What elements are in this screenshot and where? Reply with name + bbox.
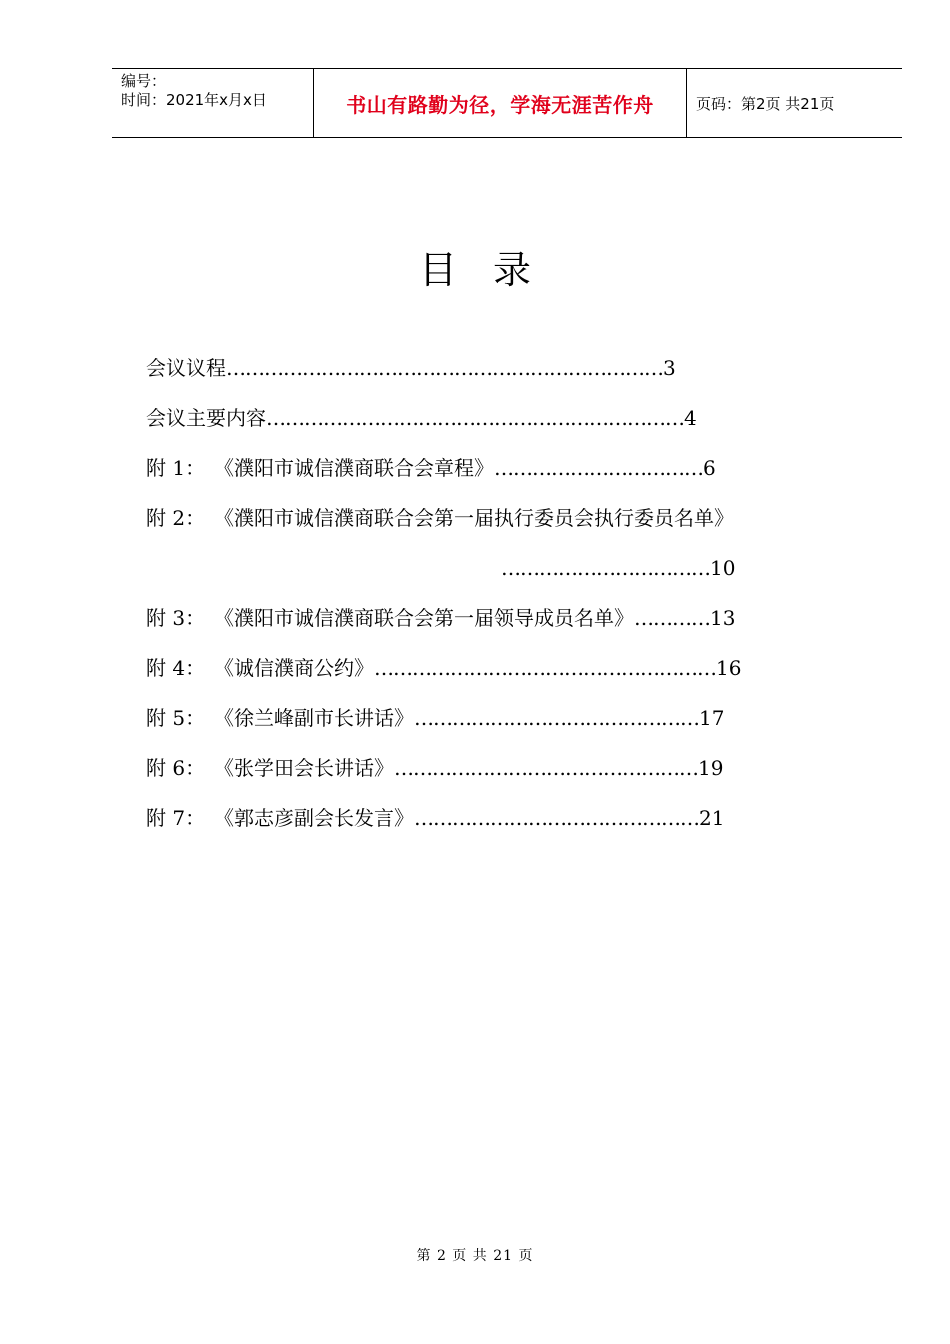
header-page-cell (687, 69, 902, 137)
toc-leader-dots: ………………………………………………………… (266, 406, 684, 430)
toc-entry[interactable] (146, 400, 786, 450)
toc-page-number: 4 (684, 406, 697, 430)
toc-page-number: 19 (698, 756, 724, 780)
toc-page-number: 10 (710, 556, 736, 580)
toc-entry-number: 附 7： (146, 806, 206, 830)
toc-entry-text: 《张学田会长讲话》 (214, 756, 394, 780)
toc-entry-text: 《濮阳市诚信濮商联合会第一届领导成员名单》 (214, 606, 634, 630)
number-label: 编号： (121, 72, 167, 90)
toc-page-number: 17 (699, 706, 725, 730)
toc-entry-text: 《郭志彦副会长发言》 (214, 806, 414, 830)
toc-entry-continuation[interactable] (146, 550, 786, 600)
table-of-contents (146, 350, 786, 850)
page-footer: 第 2 页 共 21 页 (416, 1248, 534, 1264)
toc-leader-dots: ………………………………………… (394, 756, 698, 780)
toc-leader-dots: …………………………… (501, 556, 710, 580)
toc-entry-text: 会议主要内容 (146, 406, 266, 430)
toc-page-number: 16 (716, 656, 742, 680)
toc-entry[interactable] (146, 600, 786, 650)
toc-leader-dots: ……………………………………… (414, 706, 699, 730)
toc-entry-number: 附 1： (146, 456, 206, 480)
toc-page-number: 3 (663, 356, 676, 380)
toc-leader-dots: ……………………………………… (414, 806, 699, 830)
toc-entry[interactable] (146, 450, 786, 500)
toc-leader-dots: ………… (634, 606, 710, 630)
header-meta-cell (112, 69, 314, 137)
toc-entry[interactable] (146, 650, 786, 700)
toc-leader-dots: …………………………………………………………… (226, 356, 663, 380)
toc-entry-number: 附 5： (146, 706, 206, 730)
header-page-info: 页码：第2页 共21页 (696, 94, 835, 113)
toc-entry-number: 附 6： (146, 756, 206, 780)
toc-entry-text: 《濮阳市诚信濮商联合会章程》 (214, 456, 494, 480)
toc-entry-number: 附 4： (146, 656, 206, 680)
toc-leader-dots: …………………………… (494, 456, 703, 480)
toc-entry-text: 《诚信濮商公约》 (214, 656, 374, 680)
toc-entry[interactable] (146, 700, 786, 750)
toc-entry-text: 《濮阳市诚信濮商联合会第一届执行委员会执行委员名单》 (214, 506, 734, 530)
toc-page-number: 21 (699, 806, 725, 830)
toc-entry[interactable] (146, 750, 786, 800)
toc-entry-number: 附 2： (146, 506, 206, 530)
toc-page-number: 13 (710, 606, 736, 630)
toc-entry-text: 会议议程 (146, 356, 226, 380)
toc-entry-number: 附 3： (146, 606, 206, 630)
toc-page-number: 6 (703, 456, 716, 480)
toc-entry[interactable] (146, 500, 786, 550)
header-motto-cell (314, 69, 687, 137)
toc-entry[interactable] (146, 800, 786, 850)
toc-entry[interactable] (146, 350, 786, 400)
page-title: 目录 (418, 248, 567, 292)
motto-text: 书山有路勤为径，学海无涯苦作舟 (346, 92, 654, 117)
toc-entry-text: 《徐兰峰副市长讲话》 (214, 706, 414, 730)
toc-leader-dots: ……………………………………………… (374, 656, 716, 680)
document-header (112, 68, 902, 138)
time-label: 时间：2021年x月x日 (121, 91, 267, 109)
